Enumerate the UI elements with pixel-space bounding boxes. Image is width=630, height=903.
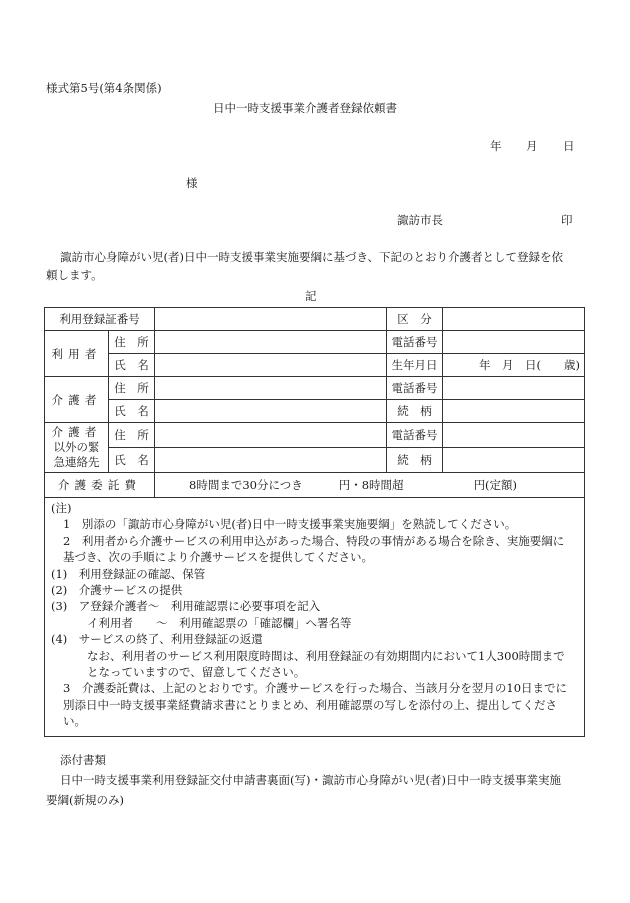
emergency-relation-label: 続 柄 [387,448,443,473]
step-2: (2) 介護サービスの提供 [51,583,183,598]
intro-line-2: 頼します。 [46,268,103,282]
step-4b: なお、利用者のサービス利用限度時間は、利用登録証の有効期間内において1人300時間まで [87,648,565,663]
date-year: 年 [490,139,502,153]
user-label: 利用者 [45,331,109,377]
emergency-label-2: 以外の緊 [53,440,100,454]
user-phone-field[interactable] [443,331,585,354]
reg-number-label: 利用登録証番号 [45,308,155,331]
note-3b: 別添日中一時支援事業経費請求書にとりまとめ、利用確認票の写しを添付の上、提出してくださ [63,697,558,712]
fee-label: 介護委託費 [45,473,155,498]
emergency-address-label: 住 所 [109,423,155,448]
attachments-line-1: 日中一時支援事業利用登録証交付申請書裏面(写)・諏訪市心身障がい児(者)日中一時支援事業実施 [60,773,561,787]
emergency-name-row [45,448,585,473]
caregiver-relation-label: 続 柄 [387,400,443,423]
notes-heading: (注) [51,501,72,515]
fee-row [45,473,585,498]
step-3b: イ利用者 ～ 利用確認票の「確認欄」へ署名等 [87,615,352,630]
emergency-address-row [45,423,585,448]
document-title: 日中一時支援事業介護者登録依頼書 [213,101,397,115]
notes-cell [45,498,585,737]
form-number: 様式第5号(第4条関係) [46,81,162,95]
step-4c: となっていますので、留意してください。 [87,665,306,680]
intro-line-1: 諏訪市心身障がい児(者)日中一時支援事業実施要綱に基づき、下記のとおり介護者として登録を依 [60,250,564,264]
emergency-phone-field[interactable] [443,423,585,448]
seal-mark: 印 [561,213,573,227]
date-day: 日 [563,139,575,153]
caregiver-name-label: 氏 名 [109,400,155,423]
category-label: 区 分 [387,308,443,331]
emergency-name-label: 氏 名 [109,448,155,473]
reg-number-field[interactable] [155,308,387,331]
date-month: 月 [526,139,538,153]
caregiver-label: 介護者 [45,377,109,423]
user-dob-label: 生年月日 [387,354,443,377]
user-name-row [45,354,585,377]
step-4a: (4) サービスの終了、利用登録証の返還 [51,632,263,647]
emergency-address-field[interactable] [155,423,387,448]
fee-part-3: 円(定額) [473,478,518,492]
user-address-field[interactable] [155,331,387,354]
fee-value [155,473,585,498]
user-dob-field[interactable]: 年 月 日( 歳) [443,354,585,377]
fee-part-2: 円・8時間超 [338,478,404,492]
note-2a: 2 利用者から介護サービスの利用申込があった場合、特段の事情がある場合を除き、実施要綱に [63,533,565,548]
ki-mark: 記 [305,289,317,303]
emergency-name-field[interactable] [155,448,387,473]
caregiver-name-row [45,400,585,423]
user-name-field[interactable] [155,354,387,377]
attachments-line-2: 要綱(新規のみ) [46,793,124,807]
sender-title: 諏訪市長 [397,213,443,227]
emergency-contact-label [45,423,109,473]
user-name-label: 氏 名 [109,354,155,377]
caregiver-phone-field[interactable] [443,377,585,400]
note-1: 1 別添の「諏訪市心身障がい児(者)日中一時支援事業実施要綱」を熟読してください。 [63,517,517,532]
user-address-row [45,331,585,354]
step-3a: (3) ア登録介護者～ 利用確認票に必要事項を記入 [51,599,321,614]
user-phone-label: 電話番号 [387,331,443,354]
notes-row [45,498,585,737]
caregiver-address-field[interactable] [155,377,387,400]
user-address-label: 住 所 [109,331,155,354]
note-3a: 3 介護委託費は、上記のとおりです。介護サービスを行った場合、当該月分を翌月の10日までに [63,681,568,696]
fee-part-1: 8時間まで30分につき [189,478,303,492]
category-field[interactable] [443,308,585,331]
caregiver-relation-field[interactable] [443,400,585,423]
emergency-relation-field[interactable] [443,448,585,473]
emergency-phone-label: 電話番号 [387,423,443,448]
addressee-suffix: 様 [186,176,198,190]
note-2b: 基づき、次の手順により介護サービスを提供してください。 [63,550,374,565]
note-3c: い。 [63,714,86,729]
attachments-heading: 添付書類 [60,753,106,767]
caregiver-phone-label: 電話番号 [387,377,443,400]
reg-number-row [45,308,585,331]
emergency-label-3: 急連絡先 [53,455,100,469]
caregiver-address-label: 住 所 [109,377,155,400]
registration-form-table [44,307,585,737]
emergency-label-1: 介護者 [51,425,102,439]
caregiver-name-field[interactable] [155,400,387,423]
step-1: (1) 利用登録証の確認、保管 [51,566,206,581]
caregiver-address-row [45,377,585,400]
